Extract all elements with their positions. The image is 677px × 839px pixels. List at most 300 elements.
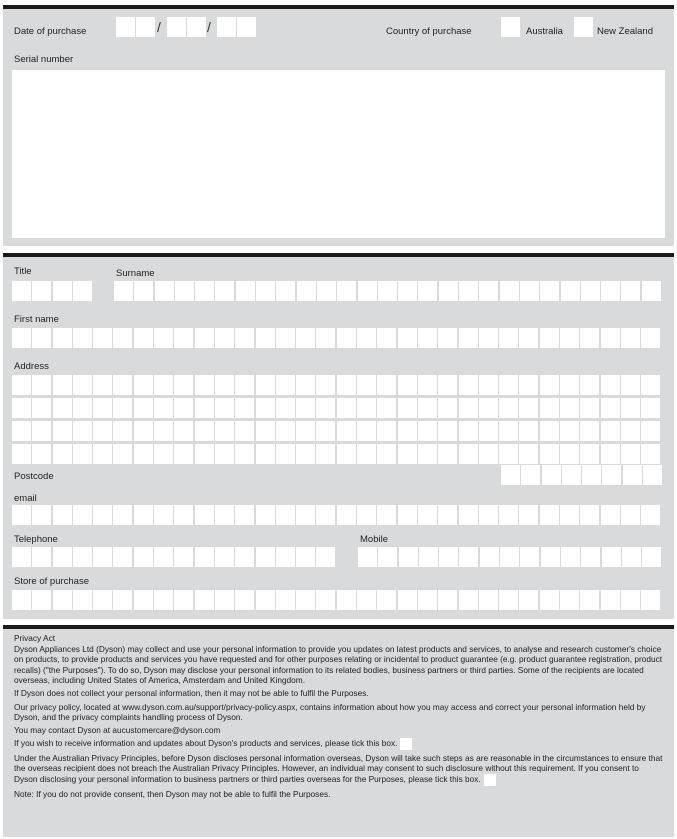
- address-line-1-char[interactable]: [215, 375, 234, 395]
- postcode-field-char[interactable]: [542, 465, 561, 485]
- first-name-field-char[interactable]: [377, 328, 396, 348]
- address-line-3-char[interactable]: [174, 421, 193, 441]
- surname-field-char[interactable]: [439, 281, 458, 301]
- address-line-2[interactable]: [12, 398, 662, 418]
- first-name-field-char[interactable]: [540, 328, 559, 348]
- address-line-2-char[interactable]: [134, 398, 153, 418]
- address-line-4-char[interactable]: [641, 444, 660, 464]
- address-line-1-char[interactable]: [93, 375, 112, 395]
- surname-field-char[interactable]: [621, 281, 640, 301]
- store-of-purchase-field-char[interactable]: [32, 590, 51, 610]
- mobile-field-char[interactable]: [541, 547, 560, 567]
- postcode-field-char[interactable]: [562, 465, 581, 485]
- address-line-3-char[interactable]: [398, 421, 417, 441]
- telephone-field-char[interactable]: [276, 547, 295, 567]
- address-line-4-char[interactable]: [499, 444, 518, 464]
- email-field-char[interactable]: [621, 505, 640, 525]
- title-char[interactable]: [32, 281, 51, 301]
- store-of-purchase-field-char[interactable]: [174, 590, 193, 610]
- address-line-1-char[interactable]: [12, 375, 31, 395]
- address-line-3-char[interactable]: [316, 421, 335, 441]
- address-line-4-char[interactable]: [519, 444, 538, 464]
- surname-field-char[interactable]: [540, 281, 559, 301]
- store-of-purchase-field-char[interactable]: [479, 590, 498, 610]
- first-name-field-char[interactable]: [93, 328, 112, 348]
- surname-field-char[interactable]: [479, 281, 498, 301]
- address-line-1-char[interactable]: [519, 375, 538, 395]
- title-char[interactable]: [12, 281, 31, 301]
- telephone-field-char[interactable]: [215, 547, 234, 567]
- address-line-2-char[interactable]: [621, 398, 640, 418]
- surname-field-char[interactable]: [215, 281, 234, 301]
- address-line-4-char[interactable]: [337, 444, 356, 464]
- store-of-purchase-field-char[interactable]: [154, 590, 173, 610]
- overseas-consent-checkbox[interactable]: [484, 774, 496, 786]
- postcode-field-char[interactable]: [582, 465, 601, 485]
- address-line-4-char[interactable]: [235, 444, 254, 464]
- date-day-digit[interactable]: [116, 17, 135, 37]
- first-name-field-char[interactable]: [235, 328, 254, 348]
- address-line-1-char[interactable]: [134, 375, 153, 395]
- surname-field-char[interactable]: [459, 281, 478, 301]
- address-line-1-char[interactable]: [174, 375, 193, 395]
- surname-field-char[interactable]: [175, 281, 194, 301]
- telephone-field-char[interactable]: [195, 547, 214, 567]
- store-of-purchase-field-char[interactable]: [113, 590, 132, 610]
- telephone-field-char[interactable]: [134, 547, 153, 567]
- email-field-char[interactable]: [601, 505, 620, 525]
- address-line-2-char[interactable]: [601, 398, 620, 418]
- address-line-3-char[interactable]: [113, 421, 132, 441]
- surname-field-char[interactable]: [398, 281, 417, 301]
- address-line-4-char[interactable]: [195, 444, 214, 464]
- address-line-2-char[interactable]: [113, 398, 132, 418]
- address-line-2-char[interactable]: [316, 398, 335, 418]
- mobile-field-char[interactable]: [480, 547, 499, 567]
- address-line-1-char[interactable]: [560, 375, 579, 395]
- first-name-field-char[interactable]: [398, 328, 417, 348]
- marketing-consent-checkbox[interactable]: [400, 738, 412, 750]
- postcode-field-char[interactable]: [623, 465, 642, 485]
- store-of-purchase-field-char[interactable]: [296, 590, 315, 610]
- date-month-digit[interactable]: [167, 17, 186, 37]
- store-of-purchase-field-char[interactable]: [601, 590, 620, 610]
- surname-field-char[interactable]: [155, 281, 174, 301]
- address-line-2-char[interactable]: [93, 398, 112, 418]
- surname-field-char[interactable]: [520, 281, 539, 301]
- email-field-char[interactable]: [93, 505, 112, 525]
- surname-field-char[interactable]: [195, 281, 214, 301]
- address-line-3-char[interactable]: [519, 421, 538, 441]
- store-of-purchase-field-char[interactable]: [398, 590, 417, 610]
- address-line-2-char[interactable]: [438, 398, 457, 418]
- address-line-3[interactable]: [12, 421, 662, 441]
- first-name-field-char[interactable]: [53, 328, 72, 348]
- address-line-4-char[interactable]: [621, 444, 640, 464]
- first-name-field-char[interactable]: [215, 328, 234, 348]
- mobile-field-char[interactable]: [378, 547, 397, 567]
- store-of-purchase-field-char[interactable]: [316, 590, 335, 610]
- address-line-3-char[interactable]: [601, 421, 620, 441]
- address-line-4-char[interactable]: [53, 444, 72, 464]
- address-line-2-char[interactable]: [337, 398, 356, 418]
- address-line-2-char[interactable]: [418, 398, 437, 418]
- address-line-2-char[interactable]: [296, 398, 315, 418]
- date-month-digit[interactable]: [187, 17, 206, 37]
- first-name-field-char[interactable]: [459, 328, 478, 348]
- surname-field-char[interactable]: [337, 281, 356, 301]
- address-line-3-char[interactable]: [418, 421, 437, 441]
- email-field-char[interactable]: [256, 505, 275, 525]
- address-line-2-char[interactable]: [195, 398, 214, 418]
- address-line-4-char[interactable]: [73, 444, 92, 464]
- email-field-char[interactable]: [580, 505, 599, 525]
- address-line-1-char[interactable]: [73, 375, 92, 395]
- telephone-field-char[interactable]: [113, 547, 132, 567]
- first-name-field-char[interactable]: [276, 328, 295, 348]
- store-of-purchase-field-char[interactable]: [12, 590, 31, 610]
- address-line-1-char[interactable]: [296, 375, 315, 395]
- telephone-field-char[interactable]: [93, 547, 112, 567]
- store-of-purchase-field-char[interactable]: [540, 590, 559, 610]
- first-name-field-char[interactable]: [438, 328, 457, 348]
- store-of-purchase-field-char[interactable]: [195, 590, 214, 610]
- first-name-field-char[interactable]: [499, 328, 518, 348]
- address-line-1[interactable]: [12, 375, 662, 395]
- first-name-field-char[interactable]: [256, 328, 275, 348]
- email-field-char[interactable]: [154, 505, 173, 525]
- surname-field[interactable]: [114, 281, 662, 301]
- address-line-1-char[interactable]: [53, 375, 72, 395]
- first-name-field-char[interactable]: [560, 328, 579, 348]
- store-of-purchase-field-char[interactable]: [256, 590, 275, 610]
- email-field-char[interactable]: [418, 505, 437, 525]
- address-line-4-char[interactable]: [276, 444, 295, 464]
- store-of-purchase-field-char[interactable]: [418, 590, 437, 610]
- address-line-3-char[interactable]: [459, 421, 478, 441]
- telephone-field-char[interactable]: [154, 547, 173, 567]
- postcode-field-char[interactable]: [643, 465, 662, 485]
- first-name-field-char[interactable]: [195, 328, 214, 348]
- mobile-field-char[interactable]: [459, 547, 478, 567]
- email-field-char[interactable]: [540, 505, 559, 525]
- first-name-field-char[interactable]: [519, 328, 538, 348]
- surname-field-char[interactable]: [378, 281, 397, 301]
- address-line-3-char[interactable]: [357, 421, 376, 441]
- address-line-1-char[interactable]: [256, 375, 275, 395]
- address-line-4-char[interactable]: [215, 444, 234, 464]
- store-of-purchase-field-char[interactable]: [73, 590, 92, 610]
- address-line-1-char[interactable]: [235, 375, 254, 395]
- address-line-2-char[interactable]: [53, 398, 72, 418]
- address-line-1-char[interactable]: [601, 375, 620, 395]
- email-field-char[interactable]: [479, 505, 498, 525]
- mobile-field-char[interactable]: [520, 547, 539, 567]
- surname-field-char[interactable]: [236, 281, 255, 301]
- first-name-field-char[interactable]: [418, 328, 437, 348]
- address-line-1-char[interactable]: [641, 375, 660, 395]
- address-line-3-char[interactable]: [438, 421, 457, 441]
- address-line-3-char[interactable]: [377, 421, 396, 441]
- address-line-4[interactable]: [12, 444, 662, 464]
- address-line-4-char[interactable]: [32, 444, 51, 464]
- store-of-purchase-field-char[interactable]: [276, 590, 295, 610]
- address-line-2-char[interactable]: [580, 398, 599, 418]
- first-name-field-char[interactable]: [134, 328, 153, 348]
- address-line-3-char[interactable]: [499, 421, 518, 441]
- surname-field-char[interactable]: [561, 281, 580, 301]
- address-line-3-char[interactable]: [73, 421, 92, 441]
- store-of-purchase-field-char[interactable]: [499, 590, 518, 610]
- telephone-field-char[interactable]: [235, 547, 254, 567]
- surname-field-char[interactable]: [358, 281, 377, 301]
- mobile-field-char[interactable]: [358, 547, 377, 567]
- address-line-3-char[interactable]: [296, 421, 315, 441]
- address-line-1-char[interactable]: [479, 375, 498, 395]
- date-year-field[interactable]: [217, 17, 258, 37]
- store-of-purchase-field-char[interactable]: [357, 590, 376, 610]
- address-line-2-char[interactable]: [154, 398, 173, 418]
- address-line-2-char[interactable]: [459, 398, 478, 418]
- store-of-purchase-field-char[interactable]: [93, 590, 112, 610]
- surname-field-char[interactable]: [581, 281, 600, 301]
- email-field-char[interactable]: [134, 505, 153, 525]
- first-name-field-char[interactable]: [32, 328, 51, 348]
- telephone-field-char[interactable]: [174, 547, 193, 567]
- store-of-purchase-field[interactable]: [12, 590, 662, 610]
- telephone-field-char[interactable]: [296, 547, 315, 567]
- address-line-3-char[interactable]: [641, 421, 660, 441]
- address-line-1-char[interactable]: [357, 375, 376, 395]
- address-line-3-char[interactable]: [195, 421, 214, 441]
- mobile-field-char[interactable]: [439, 547, 458, 567]
- address-line-3-char[interactable]: [12, 421, 31, 441]
- surname-field-char[interactable]: [601, 281, 620, 301]
- store-of-purchase-field-char[interactable]: [438, 590, 457, 610]
- first-name-field-char[interactable]: [357, 328, 376, 348]
- store-of-purchase-field-char[interactable]: [519, 590, 538, 610]
- email-field-char[interactable]: [32, 505, 51, 525]
- surname-field-char[interactable]: [317, 281, 336, 301]
- address-line-2-char[interactable]: [32, 398, 51, 418]
- postcode-field[interactable]: [501, 465, 663, 485]
- serial-number-field[interactable]: [12, 70, 665, 238]
- email-field-char[interactable]: [499, 505, 518, 525]
- address-line-3-char[interactable]: [479, 421, 498, 441]
- address-line-3-char[interactable]: [235, 421, 254, 441]
- address-line-2-char[interactable]: [499, 398, 518, 418]
- email-field-char[interactable]: [215, 505, 234, 525]
- address-line-2-char[interactable]: [641, 398, 660, 418]
- mobile-field[interactable]: [358, 547, 662, 567]
- mobile-field-char[interactable]: [500, 547, 519, 567]
- store-of-purchase-field-char[interactable]: [53, 590, 72, 610]
- address-line-3-char[interactable]: [32, 421, 51, 441]
- address-line-3-char[interactable]: [621, 421, 640, 441]
- address-line-4-char[interactable]: [560, 444, 579, 464]
- address-line-2-char[interactable]: [215, 398, 234, 418]
- surname-field-char[interactable]: [418, 281, 437, 301]
- address-line-4-char[interactable]: [459, 444, 478, 464]
- address-line-1-char[interactable]: [459, 375, 478, 395]
- email-field-char[interactable]: [296, 505, 315, 525]
- surname-field-char[interactable]: [500, 281, 519, 301]
- address-line-1-char[interactable]: [195, 375, 214, 395]
- address-line-1-char[interactable]: [438, 375, 457, 395]
- email-field-char[interactable]: [337, 505, 356, 525]
- address-line-2-char[interactable]: [12, 398, 31, 418]
- email-field-char[interactable]: [438, 505, 457, 525]
- email-field-char[interactable]: [641, 505, 660, 525]
- first-name-field-char[interactable]: [316, 328, 335, 348]
- address-line-3-char[interactable]: [93, 421, 112, 441]
- address-line-2-char[interactable]: [73, 398, 92, 418]
- address-line-3-char[interactable]: [337, 421, 356, 441]
- date-day-digit[interactable]: [136, 17, 155, 37]
- address-line-3-char[interactable]: [560, 421, 579, 441]
- surname-field-char[interactable]: [134, 281, 153, 301]
- first-name-field-char[interactable]: [621, 328, 640, 348]
- mobile-field-char[interactable]: [642, 547, 661, 567]
- address-line-2-char[interactable]: [357, 398, 376, 418]
- address-line-2-char[interactable]: [540, 398, 559, 418]
- email-field[interactable]: [12, 505, 662, 525]
- store-of-purchase-field-char[interactable]: [641, 590, 660, 610]
- title-char[interactable]: [73, 281, 92, 301]
- email-field-char[interactable]: [73, 505, 92, 525]
- address-line-3-char[interactable]: [580, 421, 599, 441]
- address-line-1-char[interactable]: [113, 375, 132, 395]
- postcode-field-char[interactable]: [602, 465, 621, 485]
- store-of-purchase-field-char[interactable]: [134, 590, 153, 610]
- title-char[interactable]: [53, 281, 72, 301]
- address-line-4-char[interactable]: [316, 444, 335, 464]
- email-field-char[interactable]: [357, 505, 376, 525]
- mobile-field-char[interactable]: [602, 547, 621, 567]
- store-of-purchase-field-char[interactable]: [215, 590, 234, 610]
- address-line-2-char[interactable]: [398, 398, 417, 418]
- mobile-field-char[interactable]: [399, 547, 418, 567]
- telephone-field-char[interactable]: [32, 547, 51, 567]
- store-of-purchase-field-char[interactable]: [377, 590, 396, 610]
- email-field-char[interactable]: [113, 505, 132, 525]
- surname-field-char[interactable]: [114, 281, 133, 301]
- address-line-4-char[interactable]: [296, 444, 315, 464]
- store-of-purchase-field-char[interactable]: [235, 590, 254, 610]
- address-line-1-char[interactable]: [398, 375, 417, 395]
- address-line-4-char[interactable]: [580, 444, 599, 464]
- email-field-char[interactable]: [459, 505, 478, 525]
- date-year-digit[interactable]: [217, 17, 236, 37]
- address-line-1-char[interactable]: [316, 375, 335, 395]
- store-of-purchase-field-char[interactable]: [560, 590, 579, 610]
- address-line-4-char[interactable]: [418, 444, 437, 464]
- telephone-field-char[interactable]: [12, 547, 31, 567]
- address-line-4-char[interactable]: [377, 444, 396, 464]
- first-name-field-char[interactable]: [641, 328, 660, 348]
- address-line-4-char[interactable]: [113, 444, 132, 464]
- address-line-3-char[interactable]: [540, 421, 559, 441]
- address-line-2-char[interactable]: [276, 398, 295, 418]
- first-name-field-char[interactable]: [601, 328, 620, 348]
- address-line-1-char[interactable]: [276, 375, 295, 395]
- address-line-4-char[interactable]: [134, 444, 153, 464]
- surname-field-char[interactable]: [256, 281, 275, 301]
- email-field-char[interactable]: [519, 505, 538, 525]
- first-name-field-char[interactable]: [174, 328, 193, 348]
- store-of-purchase-field-char[interactable]: [621, 590, 640, 610]
- first-name-field-char[interactable]: [12, 328, 31, 348]
- address-line-3-char[interactable]: [154, 421, 173, 441]
- first-name-field-char[interactable]: [580, 328, 599, 348]
- mobile-field-char[interactable]: [561, 547, 580, 567]
- postcode-field-char[interactable]: [501, 465, 520, 485]
- store-of-purchase-field-char[interactable]: [580, 590, 599, 610]
- address-line-1-char[interactable]: [580, 375, 599, 395]
- address-line-2-char[interactable]: [479, 398, 498, 418]
- email-field-char[interactable]: [53, 505, 72, 525]
- surname-field-char[interactable]: [297, 281, 316, 301]
- address-line-4-char[interactable]: [154, 444, 173, 464]
- address-line-4-char[interactable]: [540, 444, 559, 464]
- telephone-field-char[interactable]: [316, 547, 335, 567]
- address-line-1-char[interactable]: [418, 375, 437, 395]
- address-line-4-char[interactable]: [601, 444, 620, 464]
- address-line-2-char[interactable]: [519, 398, 538, 418]
- address-line-3-char[interactable]: [53, 421, 72, 441]
- address-line-3-char[interactable]: [256, 421, 275, 441]
- email-field-char[interactable]: [276, 505, 295, 525]
- email-field-char[interactable]: [560, 505, 579, 525]
- first-name-field-char[interactable]: [337, 328, 356, 348]
- first-name-field-char[interactable]: [296, 328, 315, 348]
- email-field-char[interactable]: [235, 505, 254, 525]
- store-of-purchase-field-char[interactable]: [459, 590, 478, 610]
- address-line-2-char[interactable]: [256, 398, 275, 418]
- new-zealand-checkbox[interactable]: [574, 17, 593, 37]
- surname-field-char[interactable]: [276, 281, 295, 301]
- address-line-2-char[interactable]: [560, 398, 579, 418]
- address-line-4-char[interactable]: [479, 444, 498, 464]
- address-line-3-char[interactable]: [276, 421, 295, 441]
- telephone-field-char[interactable]: [53, 547, 72, 567]
- address-line-2-char[interactable]: [174, 398, 193, 418]
- first-name-field-char[interactable]: [73, 328, 92, 348]
- address-line-4-char[interactable]: [93, 444, 112, 464]
- email-field-char[interactable]: [12, 505, 31, 525]
- address-line-1-char[interactable]: [621, 375, 640, 395]
- mobile-field-char[interactable]: [581, 547, 600, 567]
- telephone-field-char[interactable]: [73, 547, 92, 567]
- address-line-4-char[interactable]: [438, 444, 457, 464]
- address-line-4-char[interactable]: [174, 444, 193, 464]
- telephone-field[interactable]: [12, 547, 337, 567]
- address-line-4-char[interactable]: [12, 444, 31, 464]
- email-field-char[interactable]: [377, 505, 396, 525]
- address-line-1-char[interactable]: [499, 375, 518, 395]
- mobile-field-char[interactable]: [622, 547, 641, 567]
- address-line-4-char[interactable]: [357, 444, 376, 464]
- store-of-purchase-field-char[interactable]: [337, 590, 356, 610]
- email-field-char[interactable]: [195, 505, 214, 525]
- first-name-field-char[interactable]: [154, 328, 173, 348]
- postcode-field-char[interactable]: [521, 465, 540, 485]
- date-year-digit[interactable]: [237, 17, 256, 37]
- email-field-char[interactable]: [316, 505, 335, 525]
- address-line-1-char[interactable]: [540, 375, 559, 395]
- address-line-2-char[interactable]: [377, 398, 396, 418]
- address-line-1-char[interactable]: [337, 375, 356, 395]
